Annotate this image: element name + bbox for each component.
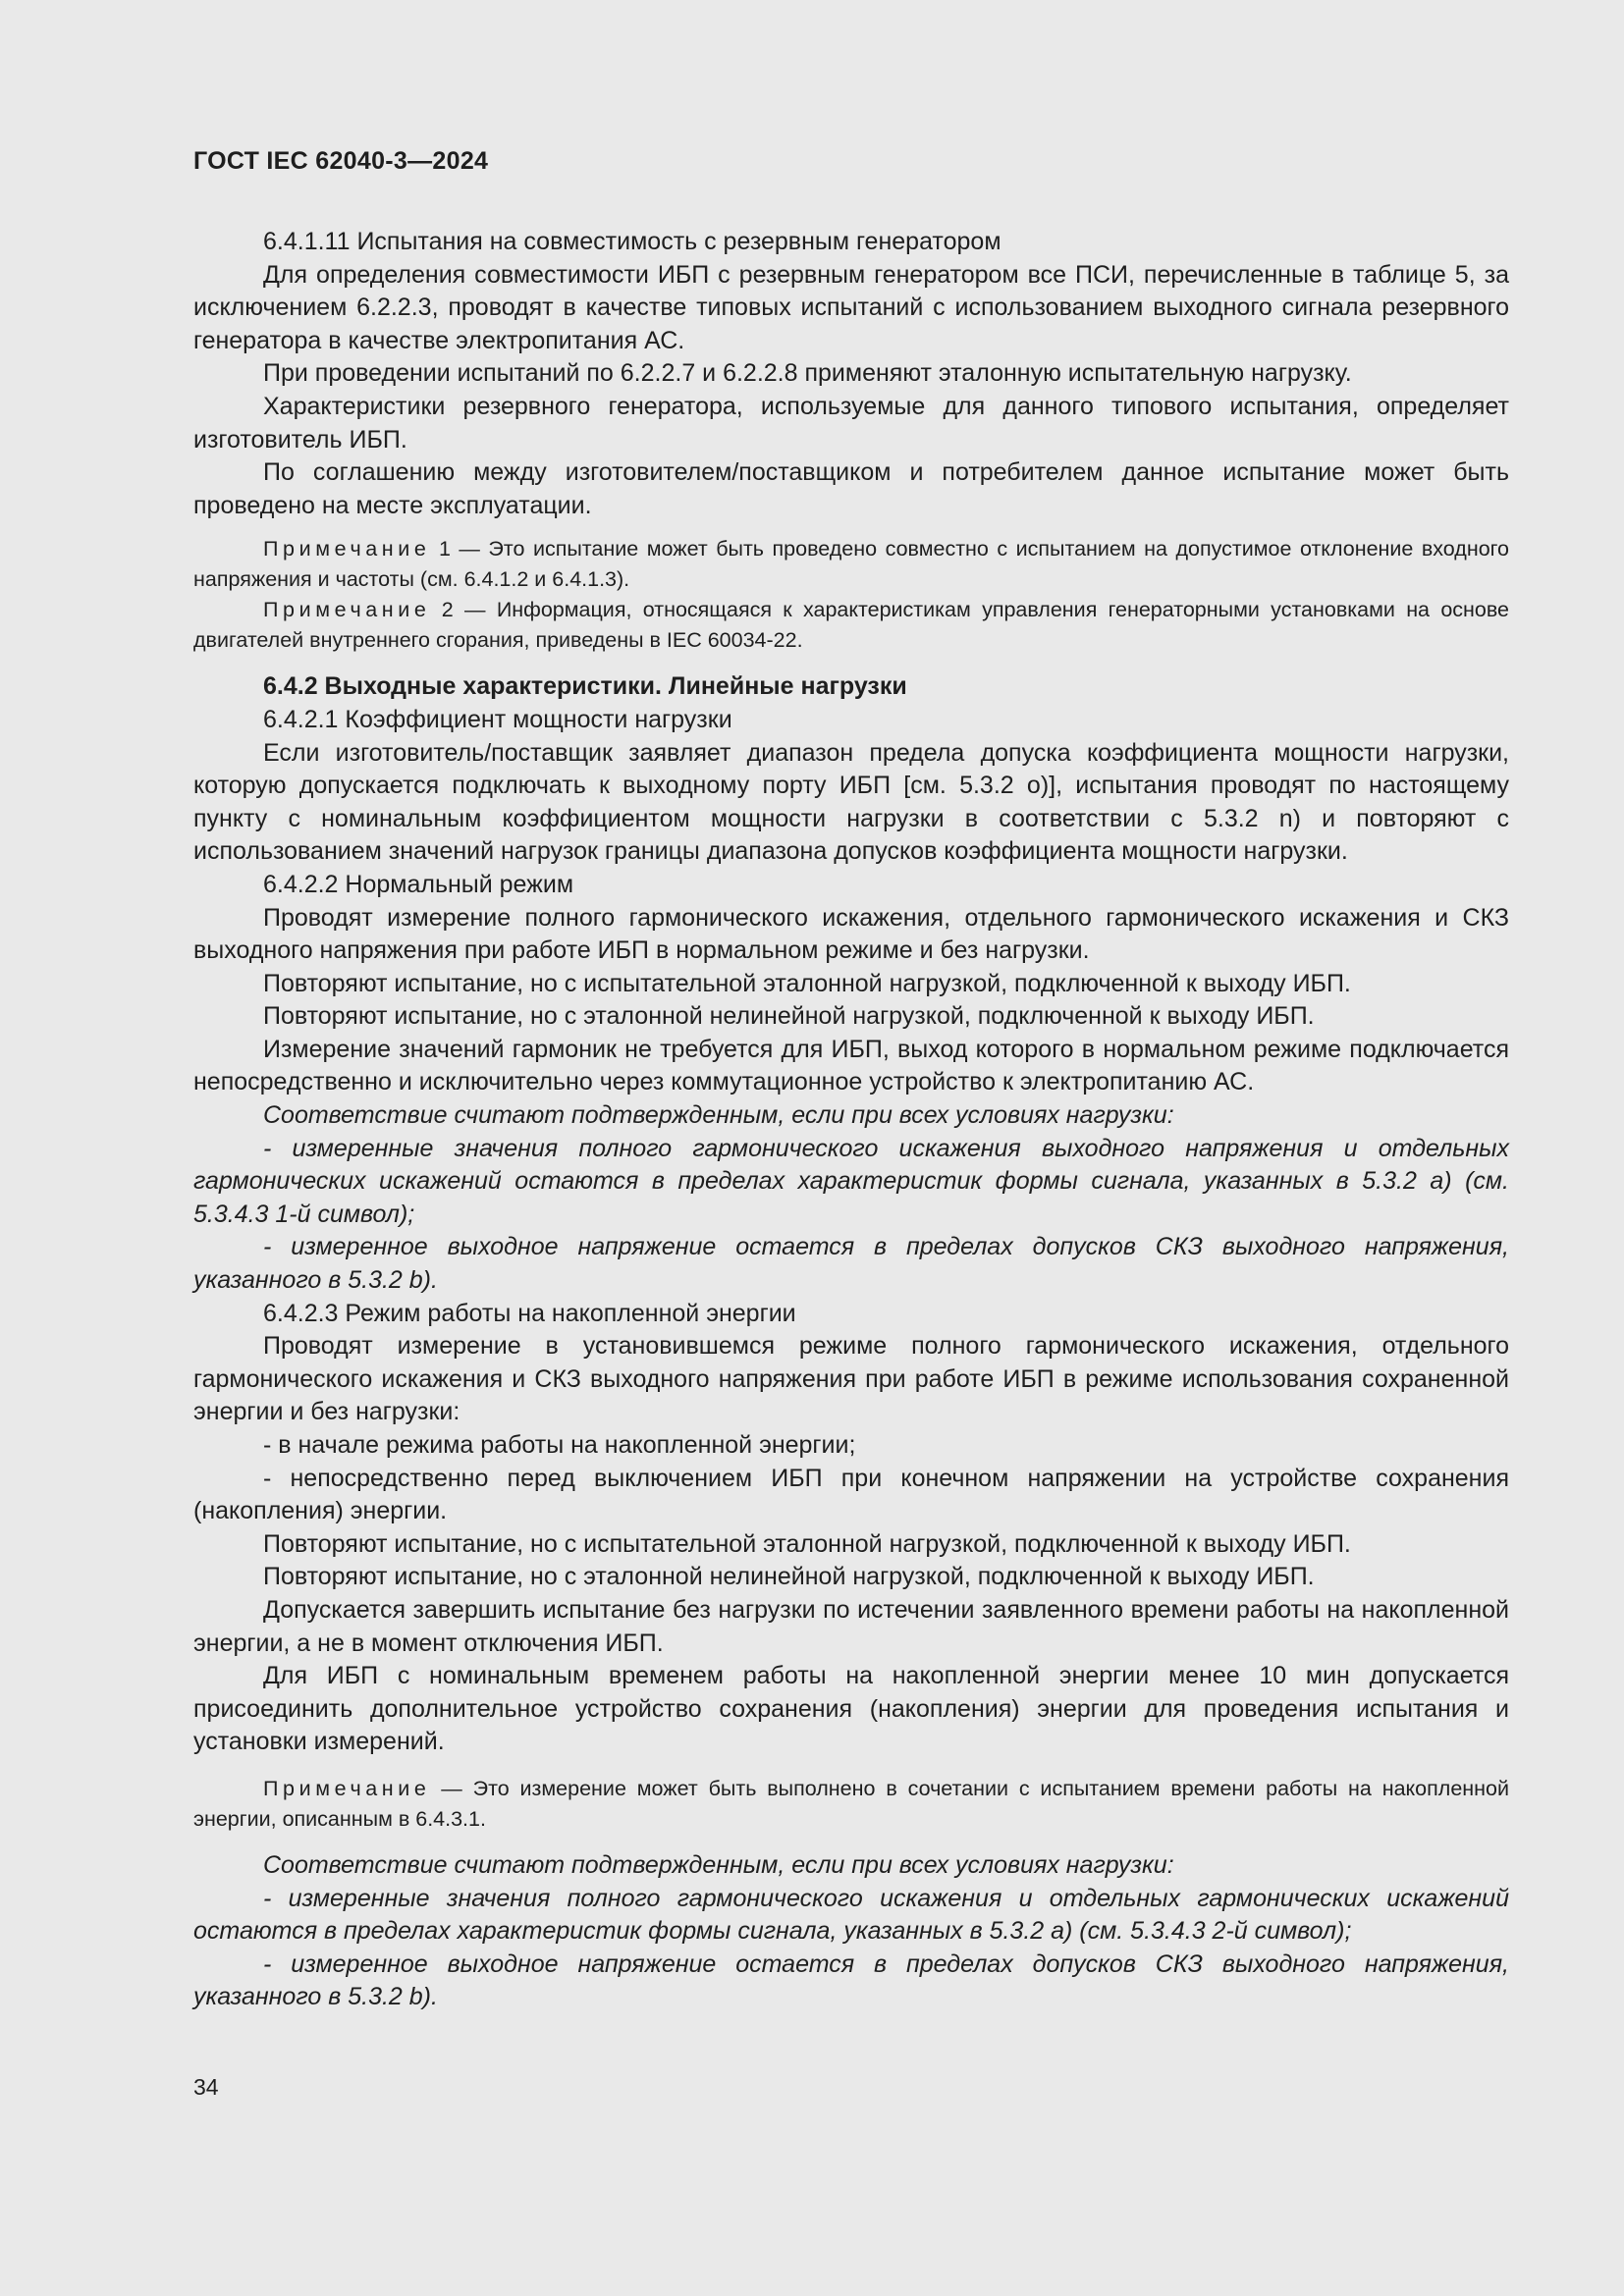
conformity-item: - измеренные значения полного гармонического искажения и отдельных гармонических искажений остаются в пределах характеристик формы сигнала, указанных в 5.3.2 a) (см. 5.3.4.3 2-й символ); [193, 1884, 1509, 1946]
document-body [193, 226, 1509, 2014]
conformity-statement: Соответствие считают подтвержденным, если при всех условиях нагрузки: [263, 1101, 1174, 1130]
paragraph: Характеристики резервного генератора, используемые для данного типового испытания, определяет изготовитель ИБП. [193, 392, 1509, 454]
conformity-item: - измеренное выходное напряжение остается в пределах допусков СКЗ выходного напряжения, указанного в 5.3.2 b). [193, 1233, 1509, 1295]
note-text: — Это измерение может быть выполнено в сочетании с испытанием времени работы на накопленной энергии, описанным в 6.4.3.1. [193, 1776, 1509, 1831]
paragraph: Повторяют испытание, но с эталонной нелинейной нагрузкой, подключенной к выходу ИБП. [263, 1563, 1315, 1591]
page-number: 34 [193, 2074, 219, 2100]
clause-6-4-1-11-title: 6.4.1.11 Испытания на совместимость с резервным генератором [263, 228, 1001, 255]
paragraph: Проводят измерение полного гармонического искажения, отдельного гармонического искажения и СКЗ выходного напряжения при работе ИБП в нормальном режиме и без нагрузки. [193, 903, 1509, 965]
paragraph: Если изготовитель/поставщик заявляет диапазон предела допуска коэффициента мощности нагрузки, которую допускается подключать к выходному порту ИБП [см. 5.3.2 o)], испытания проводят по настоящему пункту с номинальным коэффициентом мощности нагрузки в соответствии с 5.3.2 n) и повторяют с использованием значений нагрузок границы диапазона допусков коэффициента мощности нагрузки. [193, 738, 1509, 866]
paragraph: Для определения совместимости ИБП с резервным генератором все ПСИ, перечисленные в таблице 5, за исключением 6.2.2.3, проводят в качестве типовых испытаний с использованием выходного сигнала резервного генератора в качестве электропитания АС. [193, 260, 1509, 354]
note-3 [193, 1774, 1509, 1835]
list-item: - непосредственно перед выключением ИБП при конечном напряжении на устройстве сохранения (накопления) энергии. [193, 1464, 1509, 1525]
paragraph: При проведении испытаний по 6.2.2.7 и 6.2.2.8 применяют эталонную испытательную нагрузку. [263, 359, 1352, 388]
note-text: 1 — Это испытание может быть проведено совместно с испытанием на допустимое отклонение входного напряжения и частоты (см. 6.4.1.2 и 6.4.1.3). [193, 537, 1509, 592]
paragraph: По соглашению между изготовителем/поставщиком и потребителем данное испытание может быть проведено на месте эксплуатации. [193, 458, 1509, 519]
note-1 [193, 534, 1509, 595]
paragraph: Допускается завершить испытание без нагрузки по истечении заявленного времени работы на накопленной энергии, а не в момент отключения ИБП. [193, 1595, 1509, 1657]
conformity-statement: Соответствие считают подтвержденным, если при всех условиях нагрузки: [263, 1850, 1174, 1879]
paragraph: Измерение значений гармоник не требуется для ИБП, выход которого в нормальном режиме подключается непосредственно и исключительно через коммутационное устройство к электропитанию АС. [193, 1035, 1509, 1096]
section-6-4-2-heading: 6.4.2 Выходные характеристики. Линейные нагрузки [263, 672, 907, 701]
note-label: Примечание [263, 537, 431, 561]
conformity-item: - измеренные значения полного гармонического искажения выходного напряжения и отдельных гармонических искажений остаются в пределах характеристик формы сигнала, указанных в 5.3.2 a) (см. 5.3.4.3 1-й символ); [193, 1134, 1509, 1228]
note-2 [193, 595, 1509, 656]
document-header: ГОСТ IEC 62040-3—2024 [193, 147, 489, 175]
paragraph: Повторяют испытание, но с эталонной нелинейной нагрузкой, подключенной к выходу ИБП. [263, 1002, 1315, 1031]
paragraph: Проводят измерение в установившемся режиме полного гармонического искажения, отдельного гармонического искажения и СКЗ выходного напряжения при работе ИБП в режиме использования сохраненной энергии и без нагрузки: [193, 1332, 1509, 1426]
clause-6-4-2-1-title: 6.4.2.1 Коэффициент мощности нагрузки [263, 705, 732, 733]
clause-6-4-2-3-title: 6.4.2.3 Режим работы на накопленной энергии [263, 1299, 796, 1327]
clause-6-4-2-2-title: 6.4.2.2 Нормальный режим [263, 870, 574, 898]
conformity-item: - измеренное выходное напряжение остается в пределах допусков СКЗ выходного напряжения, указанного в 5.3.2 b). [193, 1949, 1509, 2011]
paragraph: Повторяют испытание, но с испытательной эталонной нагрузкой, подключенной к выходу ИБП. [263, 1529, 1351, 1558]
note-text: 2 — Информация, относящаяся к характеристикам управления генераторными установками на основе двигателей внутреннего сгорания, приведены в IEC 60034-22. [193, 598, 1509, 653]
list-item: - в начале режима работы на накопленной энергии; [263, 1431, 856, 1459]
paragraph: Для ИБП с номинальным временем работы на накопленной энергии менее 10 мин допускается присоединить дополнительное устройство сохранения (накопления) энергии для проведения испытания и установки измерений. [193, 1662, 1509, 1756]
paragraph: Повторяют испытание, но с испытательной эталонной нагрузкой, подключенной к выходу ИБП. [263, 969, 1351, 997]
note-label: Примечание [263, 1776, 431, 1800]
note-label: Примечание [263, 598, 431, 622]
